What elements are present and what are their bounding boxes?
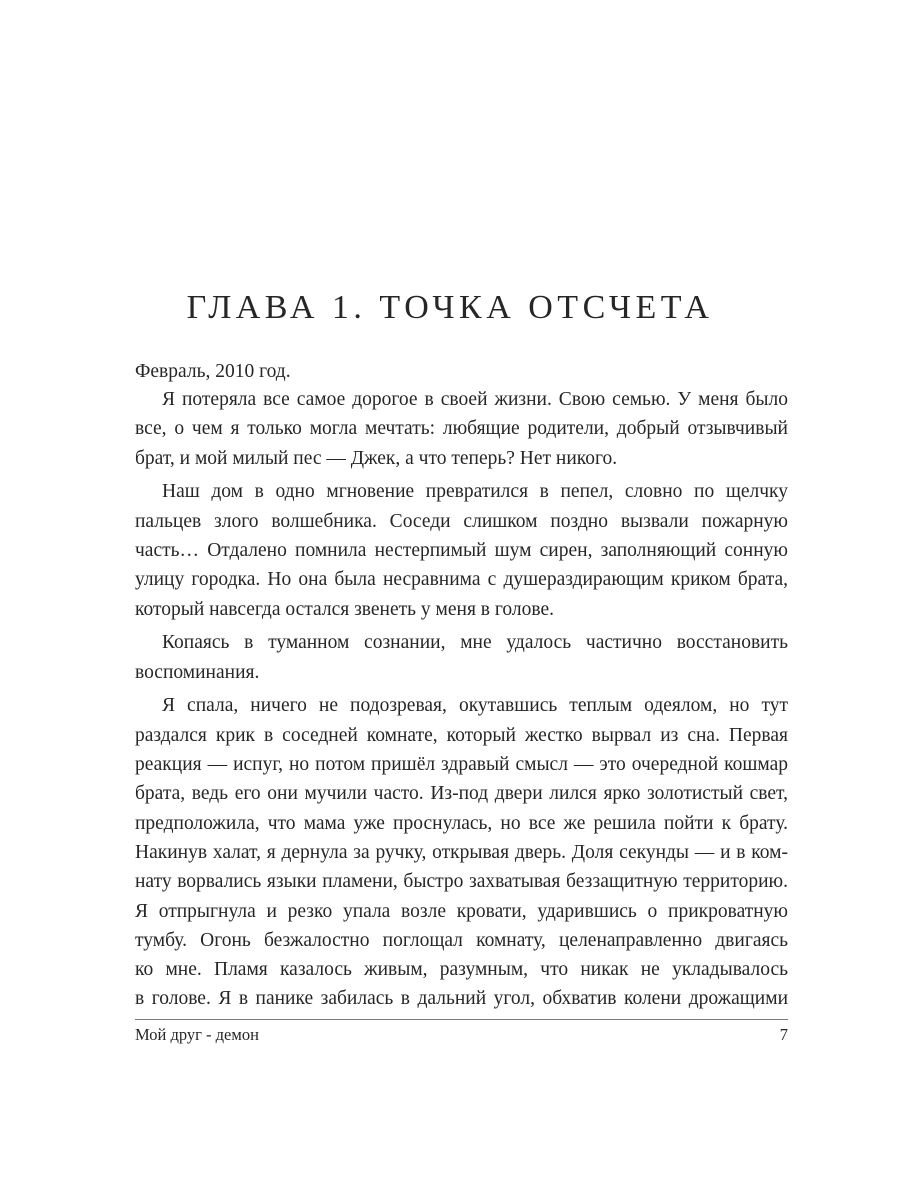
text-line: Накинув халат, я дернула за ручку, открывая дверь. Доля секунды — и в ком- <box>135 841 788 863</box>
text-line: Копаясь в туманном сознании, мне удалось частично восстановить <box>162 632 788 654</box>
paragraph <box>135 477 788 623</box>
text-line: часть… Отдалено помнила нестерпимый шум сирен, заполняющий сонную <box>135 539 788 561</box>
text-line: в голове. Я в панике забилась в дальний угол, обхватив колени дрожащими <box>135 988 788 1010</box>
text-line: предположила, что мама уже проснулась, но все же решила пойти к брату. <box>135 812 788 834</box>
text-line: нату ворвались языки пламени, быстро захватывая беззащитную территорию. <box>135 871 788 893</box>
text-line: Я спала, ничего не подозревая, окутавшись теплым одеялом, но тут <box>162 695 788 717</box>
text-line: брата, ведь его они мучили часто. Из-под двери лился ярко золотистый свет, <box>135 783 788 805</box>
footer-divider <box>135 1019 788 1020</box>
body-text <box>135 385 788 1014</box>
paragraph <box>135 628 788 687</box>
text-line: раздался крик в соседней комнате, который жестко вырвал из сна. Первая <box>135 724 788 746</box>
text-line: тумбу. Огонь безжалостно поглощал комнату, целенаправленно двигаясь <box>135 929 788 951</box>
page-number: 7 <box>779 1025 788 1044</box>
footer-book-title: Мой друг - демон <box>135 1025 259 1044</box>
chapter-title: ГЛАВА 1. ТОЧКА ОТСЧЕТА <box>186 289 714 326</box>
text-line: который навсегда остался звенеть у меня в голове. <box>135 598 554 620</box>
text-line: реакция — испуг, но потом пришёл здравый смысл — это очередной кошмар <box>135 754 788 776</box>
text-line: воспоминания. <box>135 661 260 683</box>
text-line: Наш дом в одно мгновение превратился в пепел, словно по щелчку <box>162 481 788 503</box>
date-line: Февраль, 2010 год. <box>135 361 291 382</box>
paragraph <box>135 385 788 473</box>
text-line: брат, и мой милый пес — Джек, а что теперь? Нет никого. <box>135 447 618 469</box>
paragraph <box>135 691 788 1013</box>
text-line: все, о чем я только могла мечтать: любящие родители, добрый отзывчивый <box>135 418 788 440</box>
text-line: Я отпрыгнула и резко упала возле кровати, ударившись о прикроватную <box>135 900 788 922</box>
text-line: ко мне. Пламя казалось живым, разумным, что никак не укладывалось <box>135 959 788 981</box>
text-line: улицу городка. Но она была несравнима с душераздирающим криком брата, <box>135 569 788 591</box>
text-line: пальцев злого волшебника. Соседи слишком поздно вызвали пожарную <box>135 510 788 532</box>
text-line: Я потеряла все самое дорогое в своей жизни. Свою семью. У меня было <box>162 389 788 410</box>
